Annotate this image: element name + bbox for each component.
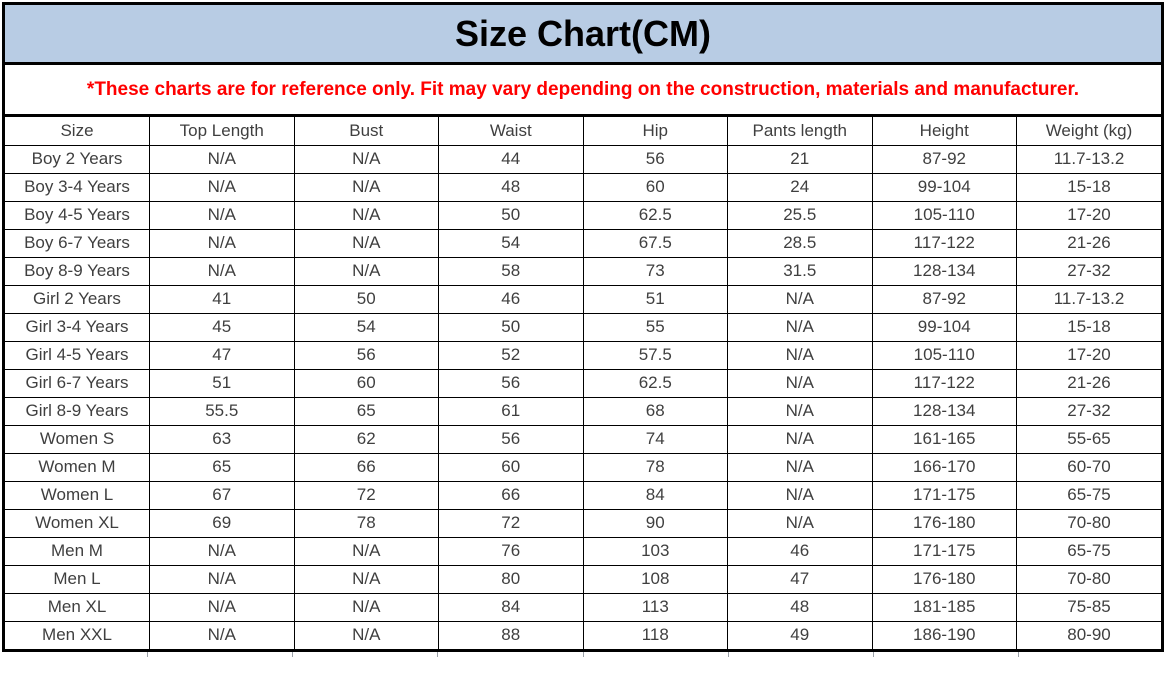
column-header: Waist — [439, 117, 584, 145]
cutoff-next-row — [3, 652, 1163, 657]
value-cell: 60 — [294, 369, 439, 397]
value-cell: 181-185 — [872, 593, 1017, 621]
value-cell: 24 — [728, 173, 873, 201]
value-cell: 84 — [439, 593, 584, 621]
value-cell: 11.7-13.2 — [1017, 285, 1162, 313]
value-cell: 74 — [583, 425, 728, 453]
row-label-cell: Boy 3-4 Years — [5, 173, 150, 201]
cutoff-cell — [729, 652, 874, 657]
value-cell: 45 — [150, 313, 295, 341]
value-cell: 88 — [439, 621, 584, 649]
value-cell: 49 — [728, 621, 873, 649]
value-cell: 60-70 — [1017, 453, 1162, 481]
table-row — [5, 509, 1161, 537]
value-cell: 41 — [150, 285, 295, 313]
size-table — [5, 117, 1161, 649]
value-cell: 105-110 — [872, 341, 1017, 369]
cutoff-cell — [1019, 652, 1163, 657]
value-cell: 62.5 — [583, 369, 728, 397]
value-cell: 84 — [583, 481, 728, 509]
value-cell: N/A — [150, 257, 295, 285]
value-cell: 78 — [294, 509, 439, 537]
value-cell: 56 — [583, 145, 728, 173]
value-cell: 66 — [294, 453, 439, 481]
value-cell: 65 — [294, 397, 439, 425]
table-row — [5, 621, 1161, 649]
column-header: Top Length — [150, 117, 295, 145]
value-cell: N/A — [728, 313, 873, 341]
column-header: Height — [872, 117, 1017, 145]
value-cell: N/A — [294, 201, 439, 229]
value-cell: N/A — [294, 593, 439, 621]
size-chart-sheet — [2, 2, 1164, 652]
row-label-cell: Girl 6-7 Years — [5, 369, 150, 397]
row-label-cell: Women S — [5, 425, 150, 453]
value-cell: N/A — [728, 453, 873, 481]
column-header: Weight (kg) — [1017, 117, 1162, 145]
value-cell: 31.5 — [728, 257, 873, 285]
table-row — [5, 453, 1161, 481]
column-header: Bust — [294, 117, 439, 145]
value-cell: 52 — [439, 341, 584, 369]
row-label-cell: Girl 2 Years — [5, 285, 150, 313]
value-cell: 166-170 — [872, 453, 1017, 481]
row-label-cell: Boy 4-5 Years — [5, 201, 150, 229]
value-cell: 51 — [583, 285, 728, 313]
value-cell: 80 — [439, 565, 584, 593]
value-cell: N/A — [294, 145, 439, 173]
cutoff-cell — [438, 652, 583, 657]
value-cell: 128-134 — [872, 397, 1017, 425]
value-cell: 171-175 — [872, 537, 1017, 565]
value-cell: 55-65 — [1017, 425, 1162, 453]
cutoff-cell — [293, 652, 438, 657]
value-cell: 50 — [439, 201, 584, 229]
value-cell: 108 — [583, 565, 728, 593]
value-cell: 78 — [583, 453, 728, 481]
value-cell: 80-90 — [1017, 621, 1162, 649]
row-label-cell: Men M — [5, 537, 150, 565]
table-row — [5, 201, 1161, 229]
table-row — [5, 397, 1161, 425]
value-cell: N/A — [728, 425, 873, 453]
value-cell: N/A — [150, 621, 295, 649]
value-cell: 58 — [439, 257, 584, 285]
value-cell: 17-20 — [1017, 341, 1162, 369]
value-cell: 61 — [439, 397, 584, 425]
value-cell: 73 — [583, 257, 728, 285]
column-header: Pants length — [728, 117, 873, 145]
value-cell: 56 — [439, 369, 584, 397]
value-cell: 50 — [294, 285, 439, 313]
value-cell: N/A — [728, 285, 873, 313]
value-cell: 67.5 — [583, 229, 728, 257]
value-cell: 54 — [439, 229, 584, 257]
value-cell: 51 — [150, 369, 295, 397]
value-cell: 117-122 — [872, 229, 1017, 257]
column-header: Size — [5, 117, 150, 145]
value-cell: 27-32 — [1017, 397, 1162, 425]
value-cell: 44 — [439, 145, 584, 173]
table-row — [5, 369, 1161, 397]
value-cell: N/A — [150, 173, 295, 201]
value-cell: 69 — [150, 509, 295, 537]
value-cell: N/A — [150, 537, 295, 565]
value-cell: N/A — [150, 593, 295, 621]
value-cell: 90 — [583, 509, 728, 537]
disclaimer-band — [5, 65, 1161, 117]
value-cell: 25.5 — [728, 201, 873, 229]
value-cell: 46 — [728, 537, 873, 565]
cutoff-cell — [584, 652, 729, 657]
cutoff-cell — [874, 652, 1019, 657]
page-title: Size Chart(CM) — [454, 12, 711, 54]
value-cell: 176-180 — [872, 565, 1017, 593]
table-row — [5, 481, 1161, 509]
title-band — [5, 5, 1161, 65]
row-label-cell: Men L — [5, 565, 150, 593]
value-cell: 66 — [439, 481, 584, 509]
value-cell: N/A — [728, 481, 873, 509]
value-cell: 46 — [439, 285, 584, 313]
value-cell: 72 — [294, 481, 439, 509]
value-cell: 75-85 — [1017, 593, 1162, 621]
size-table-body — [5, 145, 1161, 649]
value-cell: 55 — [583, 313, 728, 341]
value-cell: 60 — [439, 453, 584, 481]
table-row — [5, 537, 1161, 565]
value-cell: 87-92 — [872, 285, 1017, 313]
value-cell: N/A — [294, 257, 439, 285]
value-cell: N/A — [728, 397, 873, 425]
table-row — [5, 425, 1161, 453]
row-label-cell: Men XL — [5, 593, 150, 621]
value-cell: 50 — [439, 313, 584, 341]
value-cell: 11.7-13.2 — [1017, 145, 1162, 173]
table-row — [5, 285, 1161, 313]
value-cell: 72 — [439, 509, 584, 537]
disclaimer-text: *These charts are for reference only. Fit may vary depending on the construction, materials and manufacturer. — [86, 78, 1080, 100]
value-cell: 186-190 — [872, 621, 1017, 649]
table-row — [5, 313, 1161, 341]
value-cell: 56 — [439, 425, 584, 453]
row-label-cell: Women L — [5, 481, 150, 509]
value-cell: 60 — [583, 173, 728, 201]
value-cell: 99-104 — [872, 313, 1017, 341]
value-cell: 27-32 — [1017, 257, 1162, 285]
value-cell: 62 — [294, 425, 439, 453]
value-cell: N/A — [150, 145, 295, 173]
value-cell: 118 — [583, 621, 728, 649]
value-cell: 128-134 — [872, 257, 1017, 285]
size-table-header — [5, 117, 1161, 145]
value-cell: N/A — [728, 341, 873, 369]
value-cell: 65-75 — [1017, 481, 1162, 509]
value-cell: N/A — [294, 537, 439, 565]
value-cell: 117-122 — [872, 369, 1017, 397]
table-row — [5, 173, 1161, 201]
value-cell: N/A — [150, 565, 295, 593]
value-cell: 55.5 — [150, 397, 295, 425]
value-cell: 70-80 — [1017, 565, 1162, 593]
value-cell: 68 — [583, 397, 728, 425]
value-cell: 57.5 — [583, 341, 728, 369]
table-row — [5, 229, 1161, 257]
value-cell: 113 — [583, 593, 728, 621]
value-cell: 176-180 — [872, 509, 1017, 537]
table-row — [5, 593, 1161, 621]
table-row — [5, 565, 1161, 593]
value-cell: N/A — [150, 229, 295, 257]
value-cell: N/A — [150, 201, 295, 229]
value-cell: 28.5 — [728, 229, 873, 257]
value-cell: 65-75 — [1017, 537, 1162, 565]
row-label-cell: Girl 4-5 Years — [5, 341, 150, 369]
value-cell: 56 — [294, 341, 439, 369]
row-label-cell: Boy 6-7 Years — [5, 229, 150, 257]
value-cell: 99-104 — [872, 173, 1017, 201]
value-cell: 47 — [150, 341, 295, 369]
value-cell: 63 — [150, 425, 295, 453]
table-row — [5, 341, 1161, 369]
value-cell: N/A — [728, 509, 873, 537]
value-cell: 62.5 — [583, 201, 728, 229]
value-cell: N/A — [294, 229, 439, 257]
value-cell: 17-20 — [1017, 201, 1162, 229]
row-label-cell: Boy 2 Years — [5, 145, 150, 173]
cutoff-cell — [3, 652, 148, 657]
value-cell: 87-92 — [872, 145, 1017, 173]
value-cell: 21-26 — [1017, 229, 1162, 257]
value-cell: 54 — [294, 313, 439, 341]
value-cell: 105-110 — [872, 201, 1017, 229]
value-cell: 70-80 — [1017, 509, 1162, 537]
row-label-cell: Girl 8-9 Years — [5, 397, 150, 425]
value-cell: N/A — [294, 565, 439, 593]
row-label-cell: Women XL — [5, 509, 150, 537]
value-cell: N/A — [294, 621, 439, 649]
value-cell: 161-165 — [872, 425, 1017, 453]
row-label-cell: Boy 8-9 Years — [5, 257, 150, 285]
value-cell: 15-18 — [1017, 173, 1162, 201]
row-label-cell: Men XXL — [5, 621, 150, 649]
table-row — [5, 257, 1161, 285]
value-cell: 21-26 — [1017, 369, 1162, 397]
value-cell: N/A — [294, 173, 439, 201]
value-cell: 65 — [150, 453, 295, 481]
value-cell: 171-175 — [872, 481, 1017, 509]
value-cell: 48 — [439, 173, 584, 201]
header-row — [5, 117, 1161, 145]
value-cell: 48 — [728, 593, 873, 621]
value-cell: 47 — [728, 565, 873, 593]
value-cell: 76 — [439, 537, 584, 565]
cutoff-cell — [148, 652, 293, 657]
value-cell: 103 — [583, 537, 728, 565]
row-label-cell: Women M — [5, 453, 150, 481]
value-cell: 15-18 — [1017, 313, 1162, 341]
value-cell: 67 — [150, 481, 295, 509]
value-cell: 21 — [728, 145, 873, 173]
value-cell: N/A — [728, 369, 873, 397]
table-row — [5, 145, 1161, 173]
row-label-cell: Girl 3-4 Years — [5, 313, 150, 341]
column-header: Hip — [583, 117, 728, 145]
